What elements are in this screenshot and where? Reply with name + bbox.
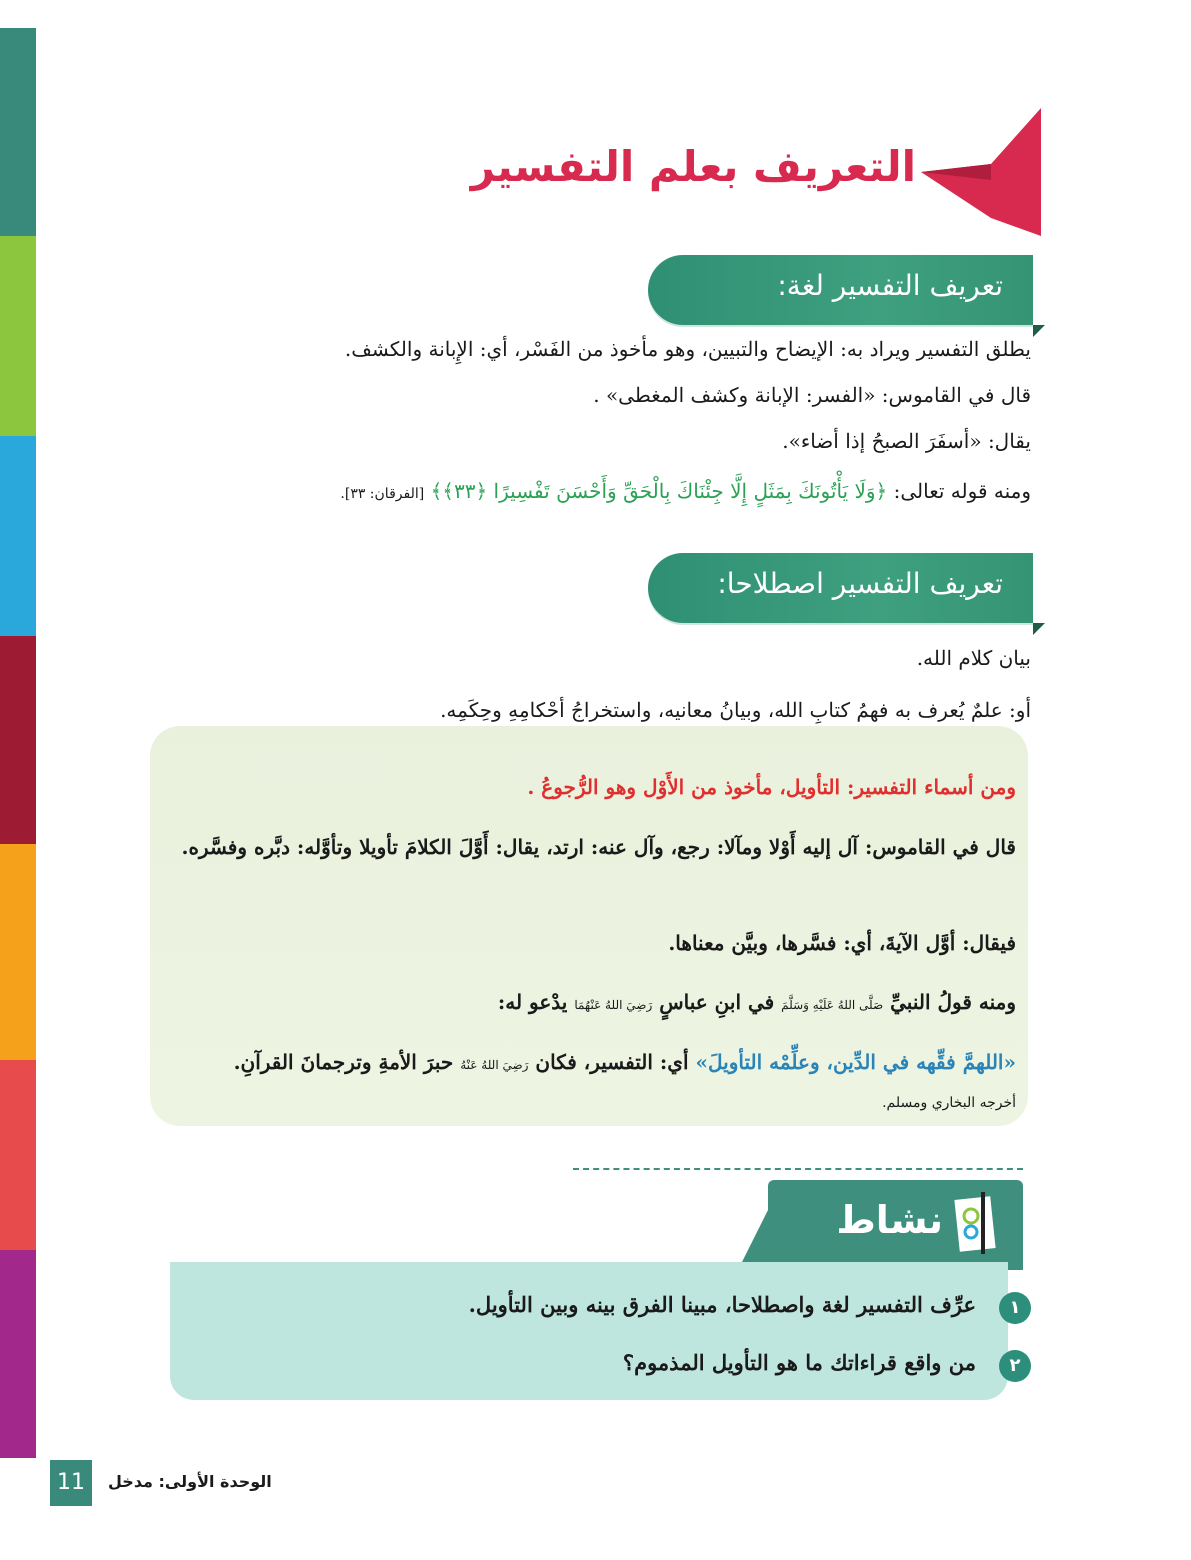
box-line-3: فيقال: أوَّل الآيةَ، أي: فسَّرها، وبيَّن معناها.: [668, 931, 1016, 955]
honorific: رَضِيَ اللهُ عَنْهُ: [460, 1058, 529, 1072]
verse-reference: [الفرقان: ٣٣].: [340, 486, 425, 502]
honorific: رَضِيَ اللهُ عَنْهُمَا: [574, 998, 653, 1012]
gears-paper-icon: [951, 1192, 1007, 1258]
linguistic-line-1: يطلق التفسير ويراد به: الإيضاح والتبيين، وهو مأخوذ من الفَسْر، أي: الإِبانة والكشف.: [344, 337, 1031, 361]
section-heading-technical: تعريف التفسير اصطلاحا:: [648, 553, 1033, 623]
box-line-4: ومنه قولُ النبيِّ صَلَّى اللهُ عَلَيْهِ وَسَلَّمَ في ابنِ عباسٍ رَضِيَ اللهُ عَنْهُمَا يدْعو له:: [497, 990, 1016, 1014]
linguistic-line-2: قال في القاموس: «الفسر: الإبانة وكشف المغطى» .: [593, 383, 1031, 407]
activity-box: [170, 1262, 1008, 1400]
question-number: ٢: [999, 1350, 1031, 1382]
activity-question-2: ٢ من واقع قراءاتك ما هو التأويل المذموم؟: [623, 1350, 976, 1375]
title-flag-icon: [921, 108, 1041, 236]
linguistic-line-4: ومنه قوله تعالى: ﴿وَلَا يَأْتُونَكَ بِمَثَلٍ إِلَّا جِئْنَاكَ بِالْحَقِّ وَأَحْسَنَ تَفْسِيرًا ﴿٣٣﴾﴾ [الفرقان: ٣٣].: [340, 479, 1031, 503]
box-line-2: قال في القاموس: آل إليه أَوْلا ومآلا: رجع، وآل عنه: ارتد، يقال: أَوَّلَ الكلامَ تأويلا وتأوَّله: دبَّره وفسَّره.: [181, 835, 1016, 859]
box-line-5: «اللهمَّ فقِّهه في الدِّين، وعلِّمْه التأويلَ» أي: التفسير، فكان رَضِيَ اللهُ عَنْهُ حبرَ الأمةِ وترجمانَ القرآنِ.: [233, 1050, 1016, 1074]
activity-title: نشاط: [836, 1198, 943, 1242]
hadith-quote: «اللهمَّ فقِّهه في الدِّين، وعلِّمْه التأويلَ»: [695, 1050, 1016, 1074]
honorific: صَلَّى اللهُ عَلَيْهِ وَسَلَّمَ: [781, 998, 884, 1012]
color-strip: [0, 28, 46, 1458]
linguistic-line-3: يقال: «أسفَرَ الصبحُ إذا أضاء».: [782, 429, 1031, 453]
hadith-source: أخرجه البخاري ومسلم.: [882, 1095, 1016, 1111]
page-number: 11: [50, 1460, 92, 1506]
quran-verse: ﴿وَلَا يَأْتُونَكَ بِمَثَلٍ إِلَّا جِئْنَاكَ بِالْحَقِّ وَأَحْسَنَ تَفْسِيرًا ﴿٣٣﴾﴾: [430, 479, 888, 503]
activity-header: [768, 1180, 1023, 1270]
activity-question-1: ١ عرِّف التفسير لغة واصطلاحا، مبينا الفرق بينه وبين التأويل.: [469, 1292, 976, 1317]
question-number: ١: [999, 1292, 1031, 1324]
page-title: التعريف بعلم التفسير: [470, 142, 916, 191]
unit-label: الوحدة الأولى: مدخل: [108, 1472, 272, 1491]
activity-divider: [573, 1168, 1023, 1170]
technical-line-2: أو: علمٌ يُعرف به فهمُ كتابِ الله، وبيانُ معانيه، واستخراجُ أحْكامِهِ وحِكَمِه.: [440, 698, 1031, 722]
section-heading-linguistic: تعريف التفسير لغة:: [648, 255, 1033, 325]
box-line-1: ومن أسماء التفسير: التأويل، مأخوذ من الأَوْل وهو الرُّجوعُ .: [527, 775, 1016, 799]
title-banner: [470, 108, 1041, 228]
technical-line-1: بيان كلام الله.: [916, 646, 1031, 670]
